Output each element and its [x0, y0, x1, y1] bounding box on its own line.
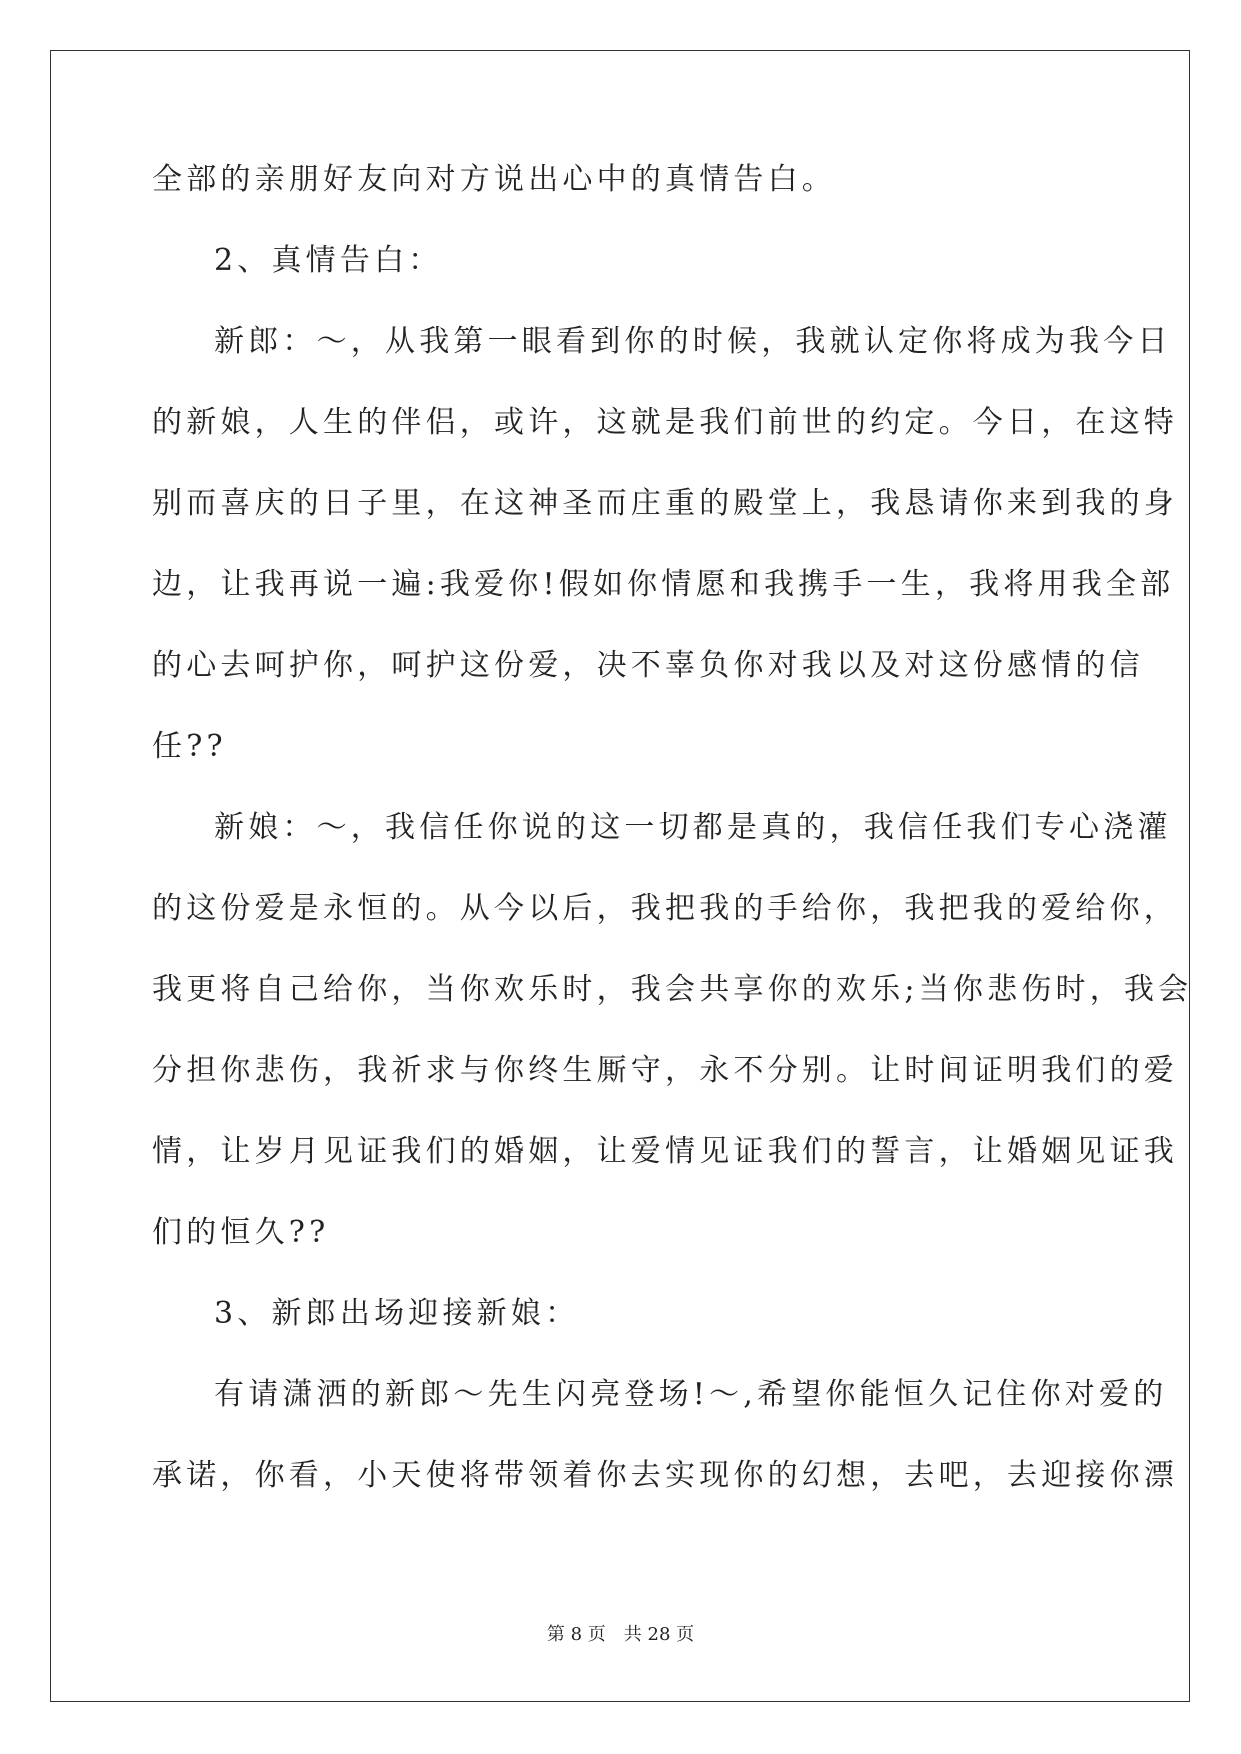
text-line: 任?? [152, 729, 227, 764]
section-heading: 3、新郎出场迎接新娘： [214, 1296, 580, 1331]
text-line: 边，让我再说一遍:我爱你!假如你情愿和我携手一生，我将用我全部 [152, 567, 1175, 602]
text-line: 全部的亲朋好友向对方说出心中的真情告白。 [152, 162, 836, 197]
section-heading: 2、真情告白： [214, 243, 443, 278]
text-line: 新郎：～，从我第一眼看到你的时候，我就认定你将成为我今日 [214, 324, 1172, 359]
text-line: 分担你悲伤，我祈求与你终生厮守，永不分别。让时间证明我们的爱 [152, 1053, 1178, 1088]
text-line: 我更将自己给你，当你欢乐时，我会共享你的欢乐;当你悲伤时，我会 [152, 972, 1193, 1007]
text-line: 别而喜庆的日子里，在这神圣而庄重的殿堂上，我恳请你来到我的身 [152, 486, 1178, 521]
text-line: 的新娘，人生的伴侣，或许，这就是我们前世的约定。今日，在这特 [152, 405, 1178, 440]
text-line: 们的恒久?? [152, 1215, 330, 1250]
text-line: 有请潇洒的新郎～先生闪亮登场!～,希望你能恒久记住你对爱的 [214, 1377, 1168, 1412]
text-line: 的这份爱是永恒的。从今以后，我把我的手给你，我把我的爱给你， [152, 891, 1178, 926]
text-line: 情，让岁月见证我们的婚姻，让爱情见证我们的誓言，让婚姻见证我 [152, 1134, 1178, 1169]
page-number-footer: 第 8 页 共 28 页 [546, 1624, 695, 1645]
document-body [152, 160, 1193, 1537]
text-line: 承诺，你看，小天使将带领着你去实现你的幻想，去吧，去迎接你漂 [152, 1458, 1178, 1493]
text-line: 的心去呵护你，呵护这份爱，决不辜负你对我以及对这份感情的信 [152, 648, 1144, 683]
text-line: 新娘：～，我信任你说的这一切都是真的，我信任我们专心浇灌 [214, 810, 1172, 845]
